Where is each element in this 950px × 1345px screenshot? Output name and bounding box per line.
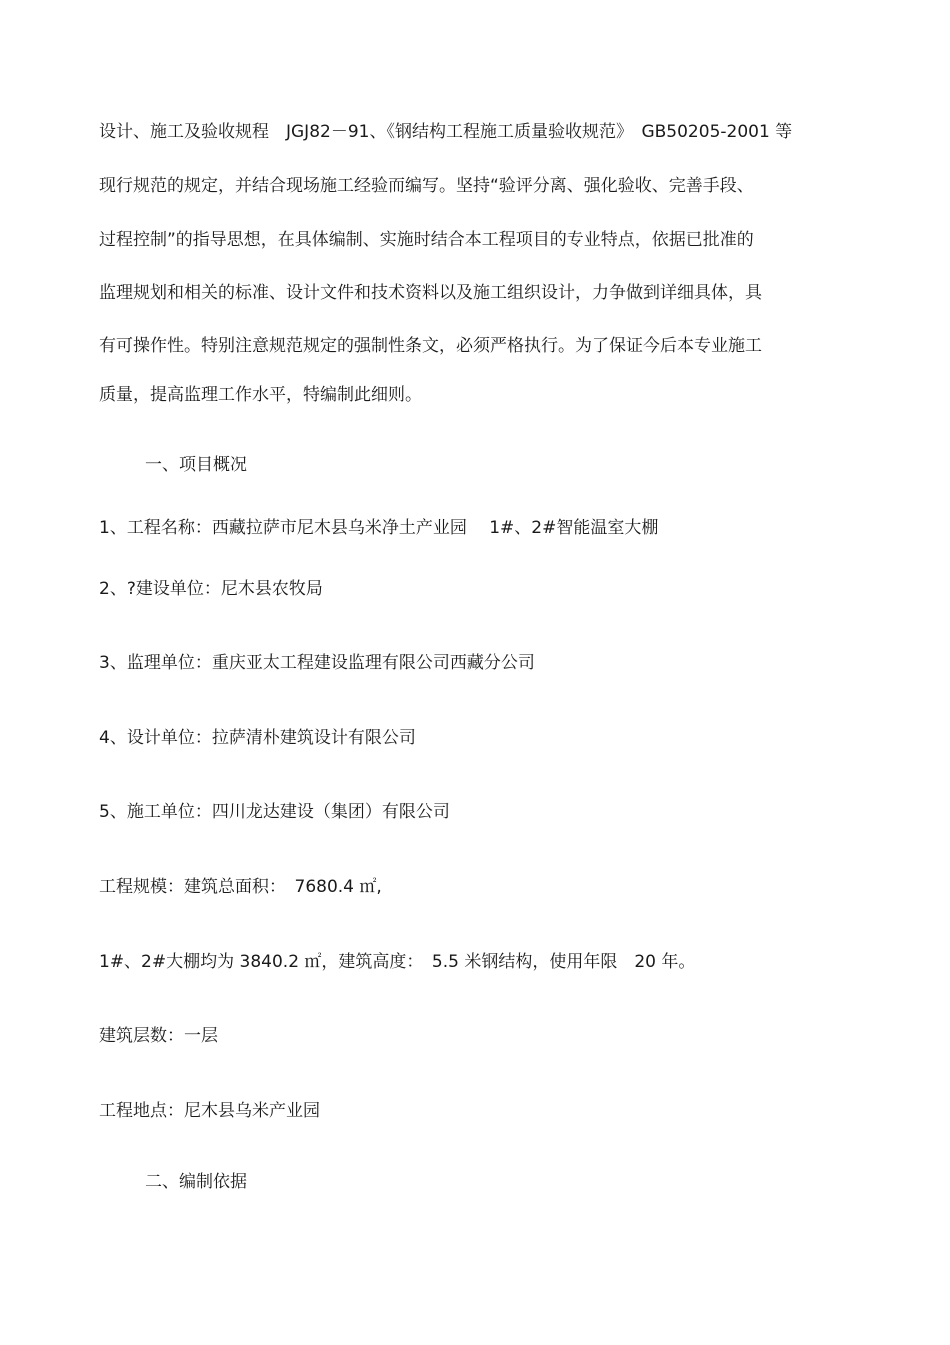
project-item-supervisor: 3、监理单位：重庆亚太工程建设监理有限公司西藏分公司 [99,653,535,673]
project-item-designer: 4、设计单位：拉萨清朴建筑设计有限公司 [99,728,416,748]
project-item-name: 1、工程名称：西藏拉萨市尼木县乌米净土产业园 1#、2#智能温室大棚 [99,518,659,538]
project-item-contractor: 5、施工单位：四川龙达建设（集团）有限公司 [99,802,450,822]
section-heading-basis: 二、编制依据 [145,1172,247,1192]
intro-line-5: 有可操作性。特别注意规范规定的强制性条文，必须严格执行。为了保证今后本专业施工 [99,336,762,356]
location-line: 工程地点：尼木县乌米产业园 [99,1101,320,1121]
intro-line-3: 过程控制”的指导思想，在具体编制、实施时结合本工程项目的专业特点，依据已批准的 [99,230,754,250]
project-item-owner: 2、?建设单位：尼木县农牧局 [99,579,323,599]
greenhouse-detail-line: 1#、2#大棚均为 3840.2 ㎡，建筑高度： 5.5 米钢结构，使用年限 20 年。 [99,952,696,972]
floors-line: 建筑层数：一层 [99,1026,218,1046]
section-heading-overview: 一、项目概况 [145,455,247,475]
intro-line-1: 设计、施工及验收规程 JGJ82－91、《钢结构工程施工质量验收规范》 GB50205-2001 等 [99,122,793,142]
intro-line-2: 现行规范的规定，并结合现场施工经验而编写。坚持“验评分离、强化验收、完善手段、 [99,176,754,196]
intro-line-4: 监理规划和相关的标准、设计文件和技术资料以及施工组织设计，力争做到详细具体，具 [99,283,762,303]
intro-line-6: 质量，提高监理工作水平，特编制此细则。 [99,385,422,405]
project-scale-line: 工程规模：建筑总面积： 7680.4 ㎡, [99,877,382,897]
